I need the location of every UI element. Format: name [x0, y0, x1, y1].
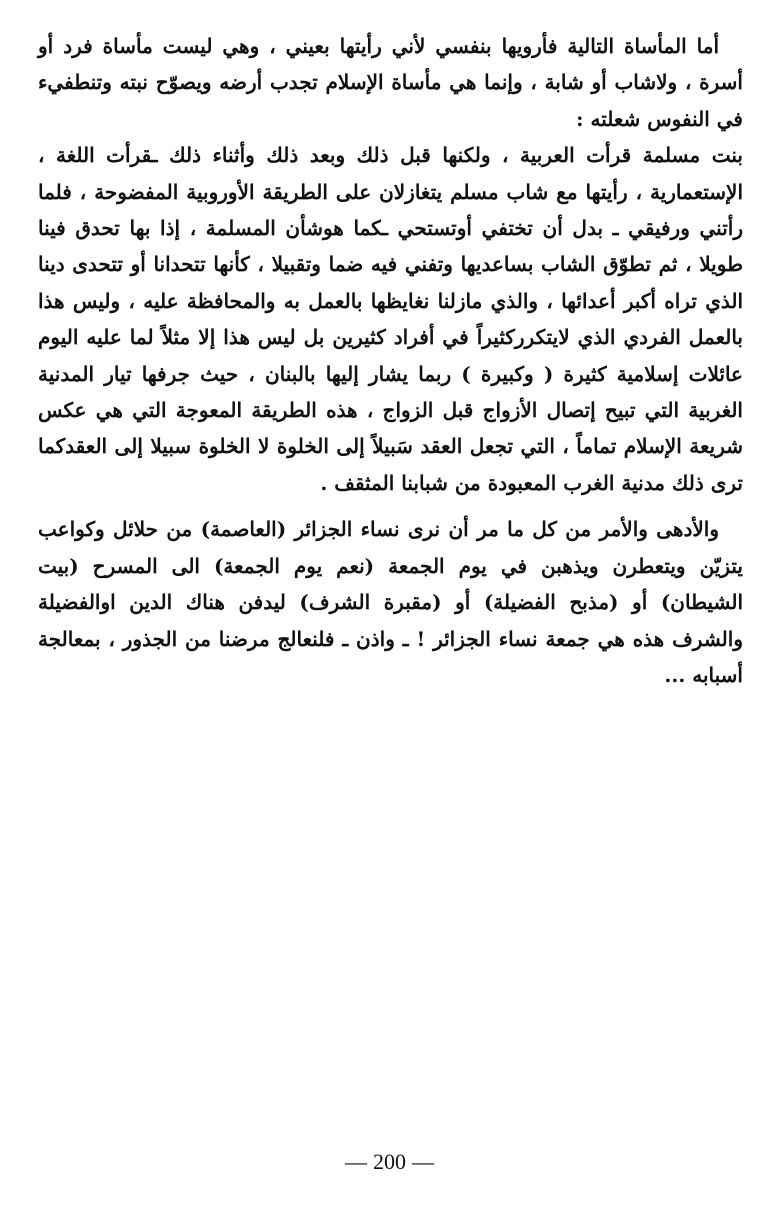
page-number-footer — [0, 1148, 779, 1176]
page-number: 200 — [373, 1149, 406, 1174]
body-text — [38, 28, 743, 693]
paragraph-1: أما المأساة التالية فأرويها بنفسي لأني رأيتها بعيني ، وهي ليست مأساة فرد أو أسرة ، ولاشاب أو شابة ، وإنما هي مأساة الإسلام تجدب أرضه ويصوّح نبته وتنطفيء في النفوس شعلته : — [38, 34, 743, 131]
page-number-dash-left: — — [345, 1149, 367, 1174]
paragraph-2: بنت مسلمة قرأت العربية ، ولكنها قبل ذلك وبعد ذلك وأثناء ذلك ـقرأت اللغة ، الإستعمارية ، رأيتها مع شاب مسلم يتغازلان على الطريقة الأوروبية المفضوحة ، فلما رأتني ورفيقي ـ بدل أن تختفي أوتستحي ـكما هوشأن المسلمة ، إذا بها تحدق فينا طويلا ، ثم تطوّق الشاب بساعديها وتفني فيه ضما وتقبيلا ، كأنها تتحدانا أو تتحدى دينا الذي تراه أكبر أعدائها ، والذي مازلنا نغايظها بالعمل به والمحافظة عليه ، وليس هذا بالعمل الفردي الذي لايتكرركثيراً في أفراد كثيرين بل ليس هذا إلا مثلاً لما عليه اليوم عائلات إسلامية كثيرة ( وكبيرة ) ربما يشار إليها بالبنان ، حيث جرفها تيار المدنية الغربية التي تبيح إتصال الأزواج قبل الزواج ، هذه الطريقة المعوجة التي هي عكس شريعة الإسلام تماماً ، التي تجعل العقد سَبيلاً إلى الخلوة لا الخلوة سبيلا إلى العقدكما ترى ذلك مدنية الغرب المعبودة من شبابنا المثقف . — [38, 143, 743, 495]
page-number-dash-right: — — [412, 1149, 434, 1174]
paragraph-3: والأدهى والأمر من كل ما مر أن نرى نساء الجزائر (العاصمة) من حلائل وكواعب يتزيّن ويتعطرن ويذهبن في يوم الجمعة (نعم يوم الجمعة) الى المسرح (بيت الشيطان) أو (مذبح الفضيلة) أو (مقبرة الشرف) ليدفن هناك الدين اوالفضيلة والشرف هذه هي جمعة نساء الجزائر ! ـ واذن ـ فلنعالج مرضنا من الجذور ، بمعالجة أسبابه ... — [38, 517, 743, 687]
